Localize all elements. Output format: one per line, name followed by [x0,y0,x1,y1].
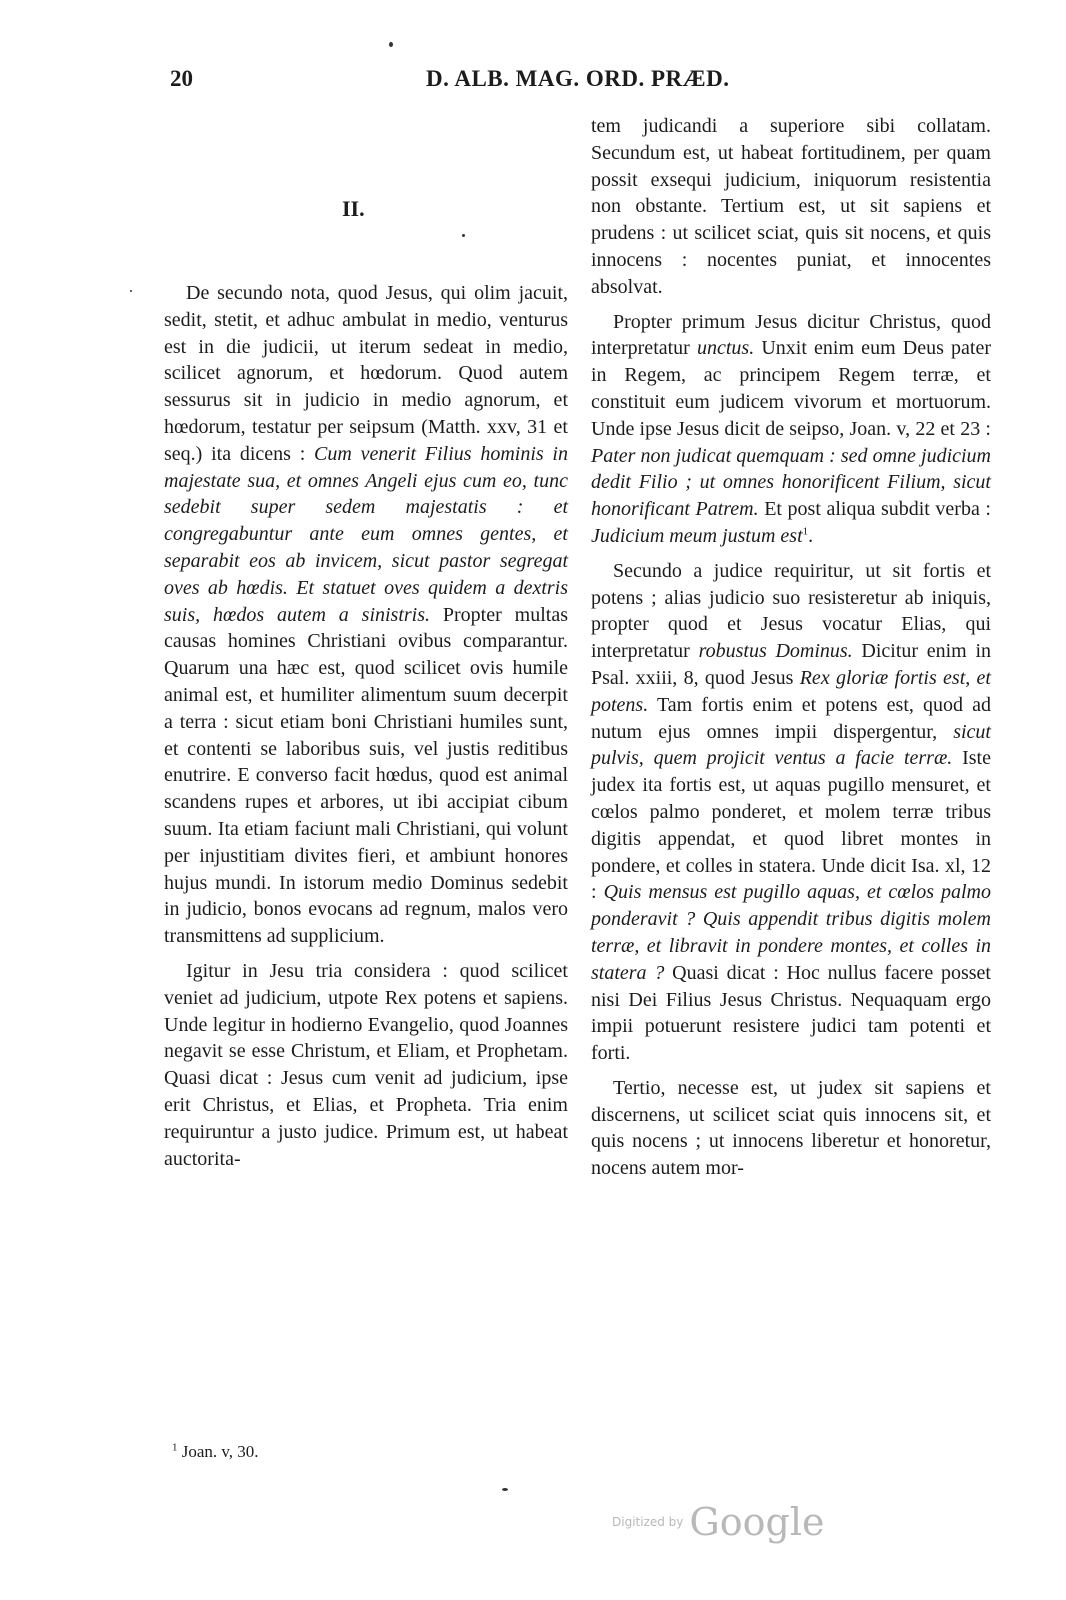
paragraph: tem judicandi a superiore sibi collatam. Secundum est, ut habeat fortitudinem, per quam possit exsequi judicium, iniquorum resistentia non obstante. Tertium est, ut sit sapiens et prudens : ut scilicet sciat, quis sit nocens, et quis innocens : nocentes puniat, et innocentes absolvat. [591,115,991,298]
scripture-quote: Rex gloriæ fortis est, et potens. [591,666,991,716]
text-run: . [808,524,814,547]
google-logo: Google [689,1500,825,1544]
footnote-mark: 1 [172,1441,178,1454]
scripture-quote: Cum venerit Filius hominis in majestate sua, et omnes Angeli ejus cum eo, tunc sedebit super sedem majestatis : et congregabuntur ante eum omnes gentes, et separabit eos ab invicem, sicut pastor segregat oves ab hœdis. Et statuet oves quidem a dextris suis, hœdos autem a sinistris. [164,442,568,626]
italic-term: unctus. [696,337,755,360]
scripture-quote: Pater non judicat quemquam : sed omne judicium dedit Filio ; ut omnes honorificent Filium, sicut honorificant Patrem. [591,444,991,521]
text-run: De secundo nota, quod Jesus, qui olim jacuit, sedit, stetit, et adhuc ambulat in medio, venturus est in die judicii, ut iterum sedeat in medio, scilicet agnorum, et hœdorum. Quod autem sessurus sit in judicio in medio agnorum, et hœdorum, testatur per seipsum (Matth. xxv, 31 et seq.) ita dicens : [164,282,568,465]
scan-speck [389,42,393,47]
right-column [591,113,991,1190]
scripture-quote: sicut pulvis, quem projicit ventus a facie terræ. [591,720,991,770]
watermark-small-text: Digitized by [612,1515,684,1529]
paragraph [164,280,568,950]
italic-term: robustus Dominus. [698,640,853,663]
footnote [172,1442,259,1462]
footnote-text: Joan. v, 30. [177,1442,259,1461]
text-run: Secundo a judice requiritur, ut sit fortis et potens ; alias judicio suo resisteretur ab iniquis, propter quod et Jesus vocatur Elias, qui interpretatur [591,559,991,663]
scan-speck [130,290,132,292]
text-run: Propter primum Jesus dicitur Christus, quod interpretatur [591,310,991,360]
section-number: II. [342,196,365,221]
scan-speck [462,234,465,237]
scan-speck [502,1488,508,1491]
text-run: Propter multas causas homines Christiani ovibus comparantur. Quarum una hæc est, quod scilicet ovis humile animal est, et humiliter alimentum suum decerpit a terra : sicut etiam boni Christiani humiles sunt, et contenti se laboribus suis, vel justis reditibus enutrire. E converso facit hœdus, quod est animal scandens rupes et arbores, ut ibi accipiat cibum suum. Ita etiam faciunt mali Christiani, qui volunt per injustitiam divites fieri, et ambiunt honores hujus mundi. In istorum medio Dominus sedebit in judicio, bonos evocans ad regnum, malos vero transmittens ad supplicium. [164,603,568,948]
page-number: 20 [170,66,193,91]
text-run: Unxit enim eum Deus pater in Regem, ac principem Regem terræ, et constituit eum judicem vivorum et mortuorum. Unde ipse Jesus dicit de seipso, Joan. v, 22 et 23 : [591,337,991,440]
text-run: Iste judex ita fortis est, ut aquas pugillo mensuret, et cœlos palmo ponderet, et molem terræ tribus digitis appendat, et quod libret montes in pondere, et colles in statera. Unde dicit Isa. xl, 12 : [591,747,991,904]
scripture-quote: Judicium meum justum est [591,524,803,547]
page-header [164,66,992,106]
digitized-watermark [612,1500,824,1544]
paragraph [591,558,991,1067]
text-run: Et post aliqua subdit verba : [758,498,991,521]
paragraph: Tertio, necesse est, ut judex sit sapiens et discernens, ut scilicet sciat quis innocens sit, et quis nocens ; ut innocens liberetur et honoretur, nocens autem mor- [591,1076,991,1180]
text-run: Quasi dicat : Hoc nullus facere posset nisi Dei Filius Jesus Christus. Nequaquam ergo impii potuerunt resistere judici tam potenti et forti. [591,961,991,1065]
paragraph [591,309,991,550]
footnote-ref: 1 [802,525,809,538]
running-title: D. ALB. MAG. ORD. PRÆD. [426,66,730,91]
scripture-quote: Quis mensus est pugillo aquas, et cœlos palmo ponderavit ? Quis appendit tribus digitis molem terræ, et libravit in pondere montes, et colles in statera ? [591,881,991,984]
text-run: Tam fortis enim et potens est, quod ad nutum ejus omnes impii dispergentur, [591,693,991,743]
paragraph: Igitur in Jesu tria considera : quod scilicet veniet ad judicium, utpote Rex potens et sapiens. Unde legitur in hodierno Evangelio, quod Joannes negavit se esse Christum, et Eliam, et Prophetam. Quasi dicat : Jesus cum venit ad judicium, ipse erit Christus, et Elias, et Propheta. Tria enim requiruntur a justo judice. Primum est, ut habeat auctorita- [164,959,568,1170]
text-run: Dicitur enim in Psal. xxiii, 8, quod Jesus [591,640,992,689]
left-column [164,280,568,1180]
